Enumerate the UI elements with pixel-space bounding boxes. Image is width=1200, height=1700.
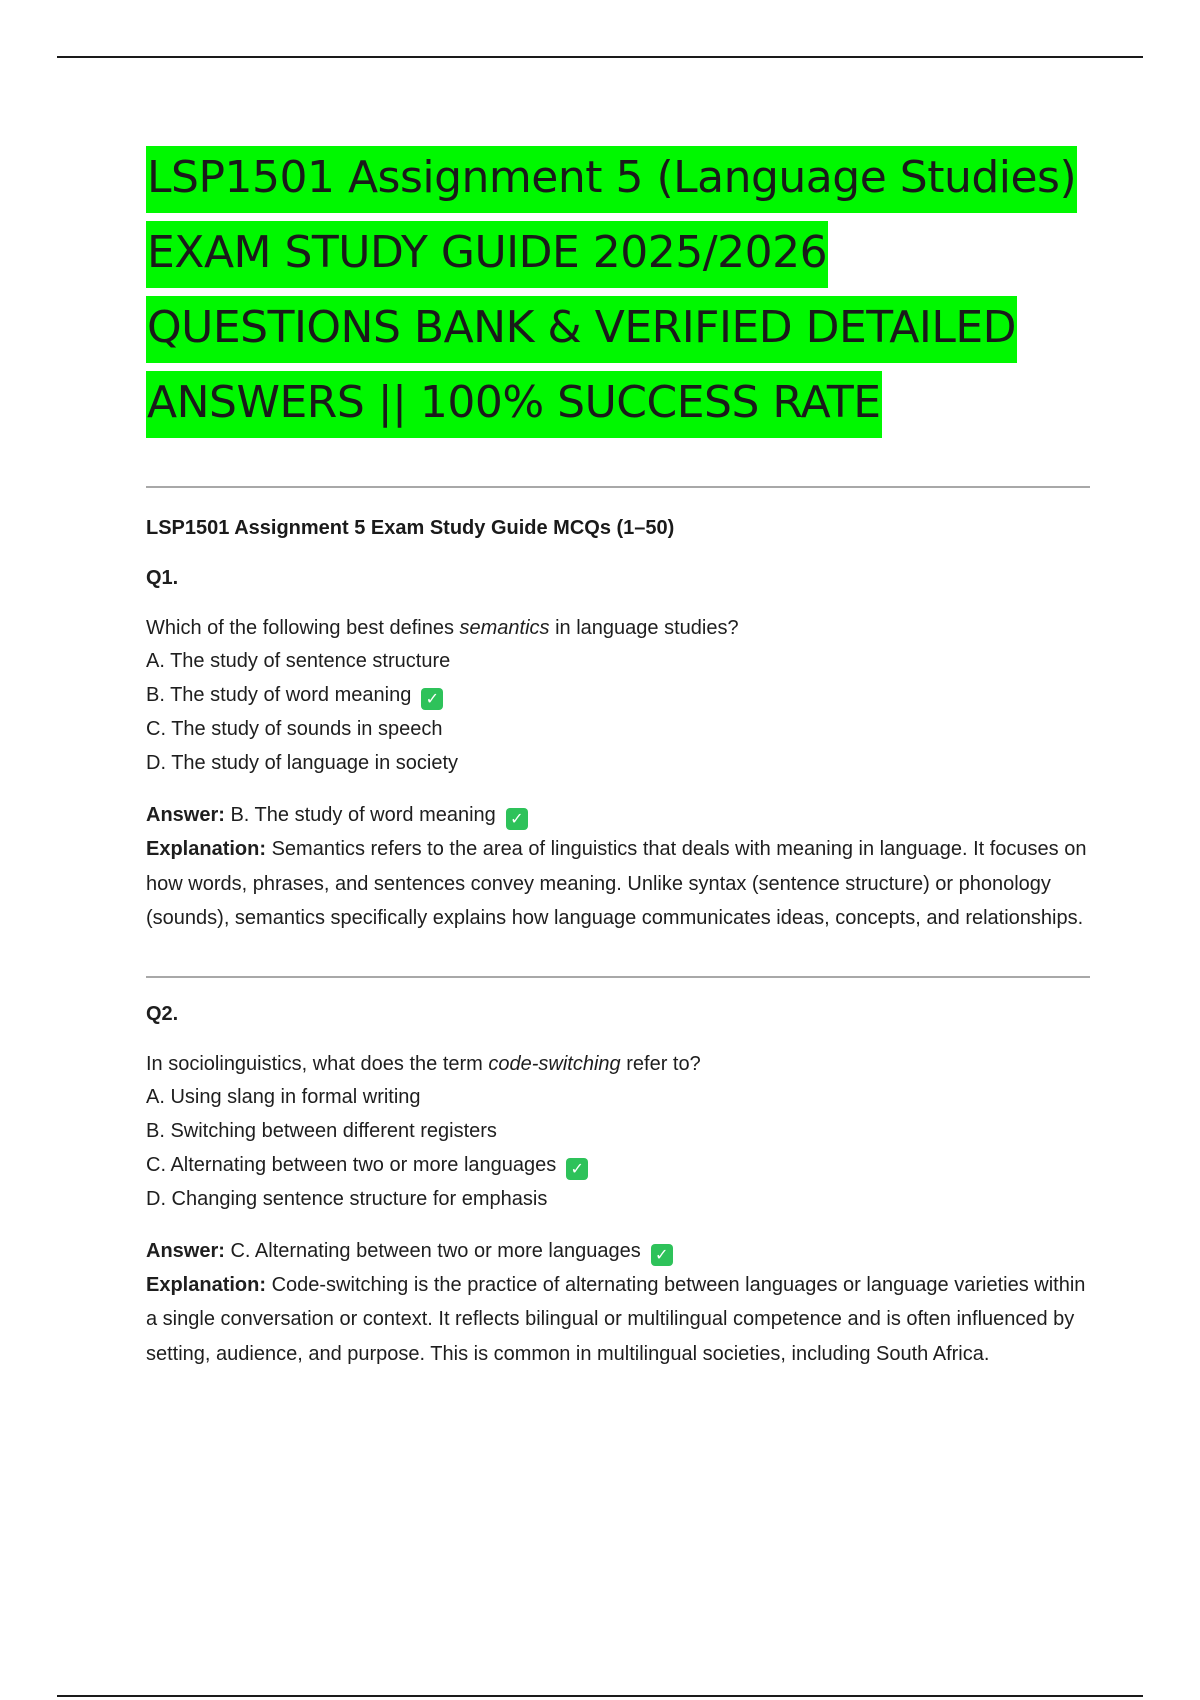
answer-label: Answer: xyxy=(146,1239,225,1262)
option-list xyxy=(146,644,1090,780)
title-highlight: LSP1501 Assignment 5 (Language Studies) EXAM STUDY GUIDE 2025/2026 QUESTIONS BANK & VERIFIED DETAILED ANSWERS || 100% SUCCESS RATE xyxy=(146,146,1077,438)
option-c xyxy=(146,1148,1090,1182)
explanation-paragraph xyxy=(146,832,1090,936)
question-stem-term: code-switching xyxy=(488,1052,621,1075)
option-text: C. The study of sounds in speech xyxy=(146,718,443,740)
question-block-1 xyxy=(146,564,1090,936)
question-stem-text: in language studies? xyxy=(549,617,739,639)
option-c xyxy=(146,712,1090,746)
option-d xyxy=(146,1182,1090,1216)
answer-text: B. The study of word meaning xyxy=(230,804,496,826)
answer-line xyxy=(146,798,1090,832)
explanation-paragraph xyxy=(146,1268,1090,1372)
option-b xyxy=(146,1114,1090,1148)
checkmark-icon: ✓ xyxy=(651,1244,673,1266)
section-divider xyxy=(146,486,1090,488)
question-stem xyxy=(146,1048,1090,1080)
answer-label: Answer: xyxy=(146,804,225,826)
option-a xyxy=(146,644,1090,678)
option-d xyxy=(146,746,1090,780)
question-stem xyxy=(146,612,1090,644)
option-text: B. The study of word meaning xyxy=(146,684,412,706)
question-stem-text: Which of the following best defines xyxy=(146,617,460,639)
question-number: Q2. xyxy=(146,1002,179,1025)
question-stem-term: semantics xyxy=(459,617,550,639)
explanation-text: Semantics refers to the area of linguistics that deals with meaning in language. It focuses on how words, phrases, and sentences convey meaning. Unlike syntax (sentence structure) or phonology (sounds), semantics specifically explains how language communicates ideas, concepts, and relationships. xyxy=(146,838,1087,929)
option-a xyxy=(146,1080,1090,1114)
option-b xyxy=(146,678,1090,712)
page-bottom-rule xyxy=(57,1695,1143,1697)
option-text: A. Using slang in formal writing xyxy=(146,1085,421,1108)
option-text: D. Changing sentence structure for emphasis xyxy=(146,1187,548,1210)
answer-line xyxy=(146,1234,1090,1268)
checkmark-icon: ✓ xyxy=(506,808,528,830)
page-top-rule xyxy=(57,56,1143,58)
explanation-label: Explanation: xyxy=(146,1273,267,1296)
checkmark-icon: ✓ xyxy=(421,688,443,710)
option-text: B. Switching between different registers xyxy=(146,1119,497,1142)
answer-text: C. Alternating between two or more languages xyxy=(230,1239,641,1262)
question-stem-text: refer to? xyxy=(620,1052,701,1075)
section-divider xyxy=(146,976,1090,978)
document-title xyxy=(146,140,1090,440)
explanation-text: Code-switching is the practice of alternating between languages or language varieties within a single conversation or context. It reflects bilingual or multilingual competence and is often influenced by setting, audience, and purpose. This is common in multilingual societies, including South Africa. xyxy=(146,1273,1086,1365)
option-text: D. The study of language in society xyxy=(146,752,459,774)
question-block-2 xyxy=(146,1000,1090,1372)
question-stem-text: In sociolinguistics, what does the term xyxy=(146,1052,489,1075)
question-number: Q1. xyxy=(146,567,179,589)
option-text: A. The study of sentence structure xyxy=(146,650,451,672)
option-text: C. Alternating between two or more languages xyxy=(146,1153,557,1176)
explanation-label: Explanation: xyxy=(146,838,267,860)
document-content xyxy=(146,140,1090,1371)
option-list xyxy=(146,1080,1090,1216)
section-subtitle: LSP1501 Assignment 5 Exam Study Guide MCQs (1–50) xyxy=(146,517,675,539)
checkmark-icon: ✓ xyxy=(566,1158,588,1180)
